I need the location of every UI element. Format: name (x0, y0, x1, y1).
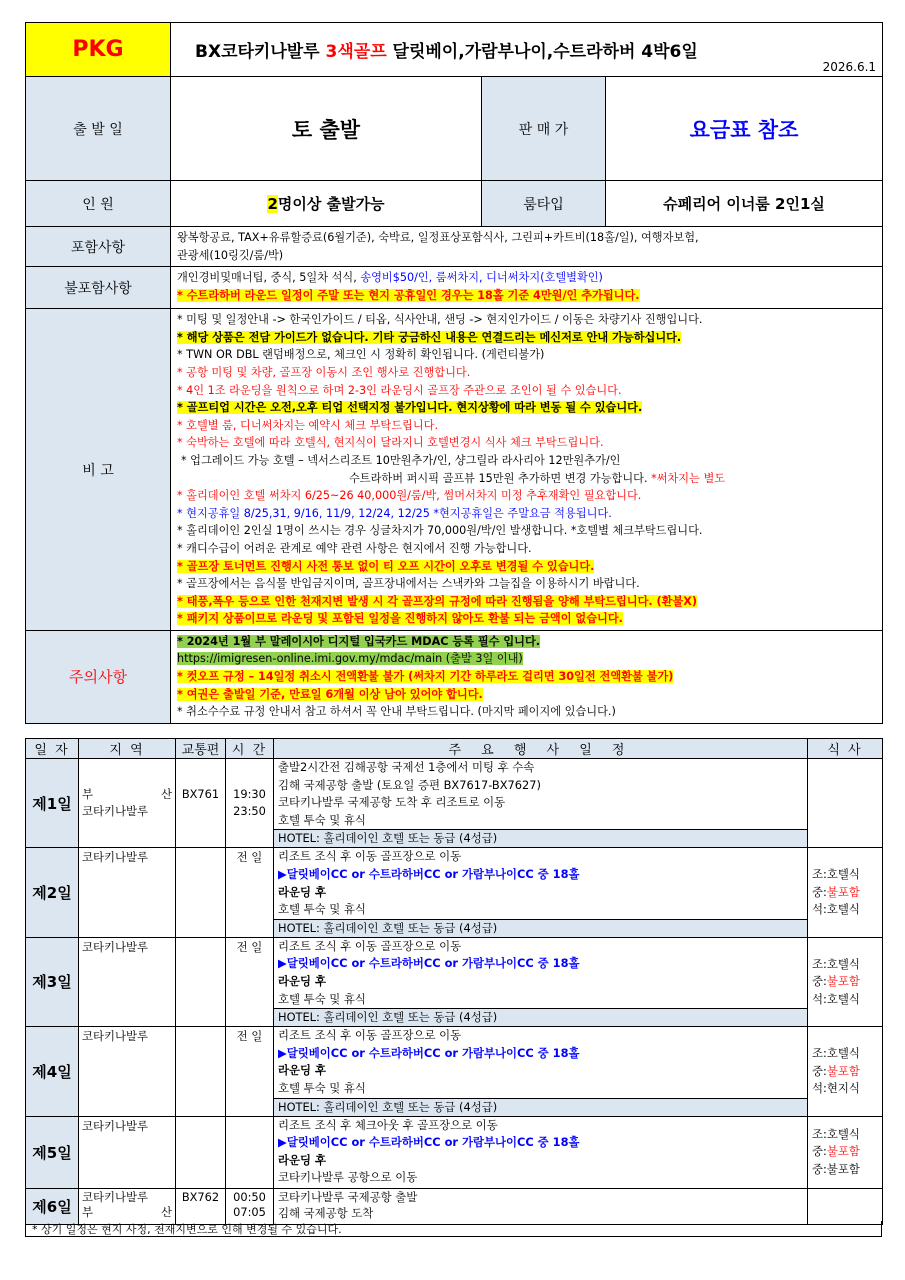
included-items (171, 227, 883, 267)
schedule-line: 라운딩 후 (278, 1063, 326, 1078)
meal-lunch-value: 불포함 (826, 1144, 860, 1159)
schedule-line: 호텔 투숙 및 휴식 (278, 991, 366, 1006)
time-arrive: 07:05 (233, 1204, 266, 1219)
remark-line (177, 593, 876, 611)
flight (176, 848, 226, 937)
day-label: 제6일 (26, 1188, 79, 1224)
meal-lunch-label: 중: (812, 1144, 827, 1159)
room-label: 룸타입 (482, 181, 606, 227)
schedule (274, 1027, 808, 1116)
region-busan (82, 786, 172, 803)
schedule-line: 김해 국제공항 출발 (토요일 증편 BX7617-BX7627) (278, 777, 541, 792)
included-label: 포함사항 (26, 227, 171, 267)
remark-line (177, 610, 876, 628)
meal-lunch-label: 중: (812, 1063, 827, 1078)
header-schedule: 주 요 행 사 일 정 (274, 739, 808, 759)
schedule-line: 호텔 투숙 및 휴식 (278, 902, 366, 917)
pkg-badge: PKG (26, 23, 171, 77)
excluded-weekend-notice: * 수트라하버 라운드 일정이 주말 또는 현지 공휴일인 경우는 18홀 기준 4만원/인 추가됩니다. (177, 288, 640, 302)
meal-breakfast: 조:호텔식 (812, 956, 860, 971)
caution-passport: * 여권은 출발일 기준, 만료일 6개월 이상 남아 있어야 합니다. (177, 687, 483, 701)
remark-line: * 캐디수급이 어려운 관계로 예약 관련 사항은 현지에서 진행 가능합니다. (177, 541, 532, 555)
people-min-count: 2 (267, 195, 278, 213)
schedule-line: 리조트 조식 후 체크아웃 후 골프장으로 이동 (278, 1117, 498, 1132)
remark-line (177, 329, 876, 347)
time: 전 일 (226, 937, 274, 1026)
people-label: 인 원 (26, 181, 171, 227)
region-char: 산 (160, 786, 172, 801)
remark-line: * 현지공휴일 8/25,31, 9/16, 11/9, 12/24, 12/25 *현지공휴일은 주말요금 적용됩니다. (177, 506, 612, 520)
remark-line: * 호텔별 룸, 디너써차지는 예약시 체크 부탁드립니다. (177, 418, 438, 432)
region: 코타키나발루 (79, 1027, 176, 1116)
mdac-deadline: (출발 3일 이내) (442, 652, 523, 666)
meals (808, 1188, 883, 1224)
hotel-info: HOTEL: 홀리데이인 호텔 또는 동급 (4성급) (274, 1098, 807, 1116)
people-text: 명이상 출발가능 (277, 195, 385, 213)
day-label: 제5일 (26, 1116, 79, 1188)
time: 전 일 (226, 848, 274, 937)
price-label: 판 매 가 (482, 77, 606, 181)
schedule (274, 1116, 808, 1188)
remark-line: * 업그레이드 가능 호텔 – 넥서스리조트 10만원추가/인, 샹그릴라 라사리아 12만원추가/인 (181, 453, 621, 467)
excluded-line-1 (177, 269, 876, 287)
hotel-info: HOTEL: 홀리데이인 호텔 또는 동급 (4성급) (274, 919, 807, 937)
meal-lunch (812, 884, 878, 902)
remark-upgrade-text: 수트라하버 퍼시픽 골프뷰 15만원 추가하면 변경 가능합니다. (349, 471, 652, 485)
caution-mdac: * 2024년 1월 부 말레이시아 디지털 입국카드 MDAC 등록 필수 입니다. (177, 634, 541, 648)
meal-lunch (812, 1143, 878, 1161)
room-value: 슈페리어 이너룸 2인1실 (606, 181, 883, 227)
day-label: 제1일 (26, 759, 79, 848)
header-transport: 교통편 (176, 739, 226, 759)
remark-surcharge-note: *써차지는 별도 (651, 471, 726, 485)
region-kk: 코타키나발루 (82, 804, 149, 819)
caution-label: 주의사항 (26, 630, 171, 723)
caution-line (177, 633, 876, 651)
depart-value: 토 출발 (171, 77, 482, 181)
meal-lunch-value: 불포함 (826, 884, 860, 899)
remark-line: * TWN OR DBL 랜덤배정으로, 체크인 시 정확히 확인됩니다. (게런티불가) (177, 348, 545, 362)
golf-course-line: ▶달릿베이CC or 수트라하버CC or 가람부나이CC 중 18홀 (278, 1045, 580, 1060)
golf-course-line: ▶달릿베이CC or 수트라하버CC or 가람부나이CC 중 18홀 (278, 1135, 580, 1150)
package-title (171, 23, 883, 77)
remark-line: * 홀리데이인 호텔 써차지 6/25~26 40,000원/룸/박, 썸머서차지 미정 추후재확인 필요합니다. (177, 489, 642, 503)
remark-highlight: * 골프장 토너먼트 진행시 사전 통보 없이 티 오프 시간이 오후로 변경될 수 있습니다. (177, 559, 595, 573)
golf-course-line: ▶달릿베이CC or 수트라하버CC or 가람부나이CC 중 18홀 (278, 866, 580, 881)
day-row (26, 1027, 883, 1116)
caution-cutoff: * 컷오프 규정 – 14일정 취소시 전액환불 불가 (써차지 기간 하루라도 걸리면 30일전 전액환불 불가) (177, 670, 674, 684)
schedule-line: 라운딩 후 (278, 1152, 326, 1167)
header-day: 일 자 (26, 739, 79, 759)
meal-lunch-value: 불포함 (826, 1063, 860, 1078)
schedule (274, 759, 808, 848)
flight (176, 1027, 226, 1116)
region-char: 산 (160, 1204, 172, 1219)
region: 코타키나발루 (79, 937, 176, 1026)
excluded-basic: 개인경비및매너팁, 중식, 5일차 석식, (177, 271, 361, 285)
schedule-line: 코타키나발루 국제공항 출발 (278, 1189, 418, 1204)
schedule-line: 코타키나발루 공항으로 이동 (278, 1170, 418, 1185)
time (226, 759, 274, 848)
region-char: 부 (82, 786, 94, 801)
meals (808, 848, 883, 937)
remark-line (177, 399, 876, 417)
remark-line (177, 470, 876, 488)
remark-highlight: * 태풍,폭우 등으로 인한 천재지변 발생 시 각 골프장의 규정에 따라 진행됨을 양해 부탁드립니다. (환불X) (177, 594, 698, 608)
remarks-label: 비 고 (26, 309, 171, 631)
time (226, 1188, 274, 1224)
remark-line: * 홀리데이인 2인실 1명이 쓰시는 경우 싱글차지가 70,000원/박/인 발생합니다. *호텔별 체크부탁드립니다. (177, 524, 703, 538)
caution-line (177, 650, 876, 668)
itinerary-table (25, 738, 883, 1225)
golf-course-line: ▶달릿베이CC or 수트라하버CC or 가람부나이CC 중 18홀 (278, 956, 580, 971)
time (226, 1116, 274, 1188)
meal-dinner: 중:불포함 (812, 1161, 860, 1176)
remark-line: * 숙박하는 호텔에 따라 호텔식, 현지식이 달라지니 호텔변경시 식사 체크 부탁드립니다. (177, 436, 604, 450)
remark-line: * 4인 1조 라운딩을 원칙으로 하며 2-3인 라운딩시 골프장 주관으로 조인이 될 수 있습니다. (177, 383, 622, 397)
flight (176, 759, 226, 848)
price-value: 요금표 참조 (606, 77, 883, 181)
meal-lunch (812, 973, 878, 991)
meal-lunch (812, 1063, 878, 1081)
meal-lunch-value: 불포함 (826, 974, 860, 989)
schedule-line: 출발2시간전 김해공항 국제선 1층에서 미팅 후 수속 (278, 760, 535, 774)
flight: BX762 (176, 1188, 226, 1224)
day-row (26, 759, 883, 848)
remark-line: * 미팅 및 일정안내 -> 한국인가이드 / 티옵, 식사안내, 샌딩 -> 현지인가이드 / 이동은 차량기사 진행입니다. (177, 313, 703, 327)
remark-line (177, 558, 876, 576)
meal-breakfast: 조:호텔식 (812, 1045, 860, 1060)
remark-highlight: * 골프티업 시간은 오전,오후 티업 선택지정 불가입니다. 현지상황에 따라 변동 될 수 있습니다. (177, 401, 643, 415)
meals (808, 1027, 883, 1116)
flight (176, 937, 226, 1026)
meals (808, 1116, 883, 1188)
hotel-info: HOTEL: 홀리데이인 호텔 또는 동급 (4성급) (274, 829, 807, 847)
meal-dinner: 석:호텔식 (812, 991, 860, 1006)
schedule-line: 호텔 투숙 및 휴식 (278, 812, 366, 827)
included-line-1: 왕복항공료, TAX+유류할증료(6월기준), 숙박료, 일정표상포함식사, 그린피+카트비(18홀/일), 여행자보험, (177, 231, 699, 244)
region: 코타키나발루 (79, 848, 176, 937)
schedule-line: 호텔 투숙 및 휴식 (278, 1080, 366, 1095)
excluded-line-2 (177, 287, 876, 305)
schedule-line: 라운딩 후 (278, 884, 326, 899)
title-highlight: 3색골프 (325, 42, 387, 62)
title-prefix: BX코타키나발루 (195, 42, 326, 62)
document-date: 2026.6.1 (822, 60, 877, 74)
schedule-line: 리조트 조식 후 이동 골프장으로 이동 (278, 1028, 462, 1043)
day-label: 제4일 (26, 1027, 79, 1116)
region-busan (82, 1205, 172, 1220)
schedule (274, 1188, 808, 1224)
depart-label: 출 발 일 (26, 77, 171, 181)
time: 전 일 (226, 1027, 274, 1116)
schedule (274, 937, 808, 1026)
meal-breakfast: 조:호텔식 (812, 1126, 860, 1141)
day-label: 제3일 (26, 937, 79, 1026)
schedule-line: 코타키나발루 국제공항 도착 후 리조트로 이동 (278, 795, 506, 810)
excluded-extra-charges: 송영비$50/인, 룸써차지, 디너써차지(호텔별확인) (360, 271, 603, 285)
schedule-line: 김해 국제공항 도착 (278, 1205, 374, 1220)
time-depart: 19:30 (233, 786, 266, 801)
meal-dinner: 석:호텔식 (812, 902, 860, 917)
day-row (26, 937, 883, 1026)
meals (808, 937, 883, 1026)
header-time: 시 간 (226, 739, 274, 759)
region (79, 759, 176, 848)
header-meals: 식 사 (808, 739, 883, 759)
region (79, 1188, 176, 1224)
excluded-label: 불포함사항 (26, 267, 171, 309)
region-char: 부 (82, 1204, 94, 1219)
day-row (26, 848, 883, 937)
people-value (171, 181, 482, 227)
time-depart: 00:50 (233, 1189, 266, 1204)
flight (176, 1116, 226, 1188)
meal-lunch-label: 중: (812, 884, 827, 899)
meal-breakfast: 조:호텔식 (812, 867, 860, 882)
remark-line: * 공항 미팅 및 차량, 골프장 이동시 조인 행사로 진행합니다. (177, 365, 471, 379)
remark-highlight: * 패키지 상품이므로 라운딩 및 포함된 일정을 진행하지 않아도 환불 되는 금액이 없습니다. (177, 612, 623, 626)
day-row (26, 1116, 883, 1188)
hotel-info: HOTEL: 홀리데이인 호텔 또는 동급 (4성급) (274, 1008, 807, 1026)
package-info-table (25, 22, 883, 724)
header-region: 지 역 (79, 739, 176, 759)
day-label: 제2일 (26, 848, 79, 937)
schedule (274, 848, 808, 937)
region-kk: 코타키나발루 (82, 1189, 149, 1204)
time-arrive: 23:50 (233, 804, 266, 819)
meal-lunch-label: 중: (812, 974, 827, 989)
schedule-line: 리조트 조식 후 이동 골프장으로 이동 (278, 938, 462, 953)
meal-dinner: 석:현지식 (812, 1081, 860, 1096)
flight-no: BX761 (181, 786, 220, 801)
included-line-2: 관광세(10링깃/룸/박) (177, 248, 284, 262)
footer-note: * 상기 일정은 현지 사정, 천재지변으로 인해 변경될 수 있습니다. (25, 1221, 882, 1237)
schedule-line: 리조트 조식 후 이동 골프장으로 이동 (278, 849, 462, 864)
remarks-list (171, 309, 883, 631)
caution-list (171, 630, 883, 723)
mdac-link[interactable]: https://imigresen-online.imi.gov.my/mdac/main (177, 652, 443, 666)
remark-highlight: * 해당 상품은 전담 가이드가 없습니다. 기타 궁금하신 내용은 연결드리는 메신저로 안내 가능하십니다. (177, 330, 682, 344)
day-row (26, 1188, 883, 1224)
region: 코타키나발루 (79, 1116, 176, 1188)
caution-line (177, 668, 876, 686)
title-suffix: 달릿베이,가람부나이,수트라하버 4박6일 (386, 42, 698, 62)
remark-line: * 골프장에서는 음식물 반입금지이며, 골프장내에서는 스낵카와 그늘집을 이용하시기 바랍니다. (177, 577, 640, 591)
meals (808, 759, 883, 848)
schedule-line: 라운딩 후 (278, 973, 326, 988)
caution-line: * 취소수수료 규정 안내서 참고 하셔서 꼭 안내 부탁드립니다. (마지막 페이지에 있습니다.) (177, 705, 616, 719)
caution-line (177, 686, 876, 704)
excluded-items (171, 267, 883, 309)
